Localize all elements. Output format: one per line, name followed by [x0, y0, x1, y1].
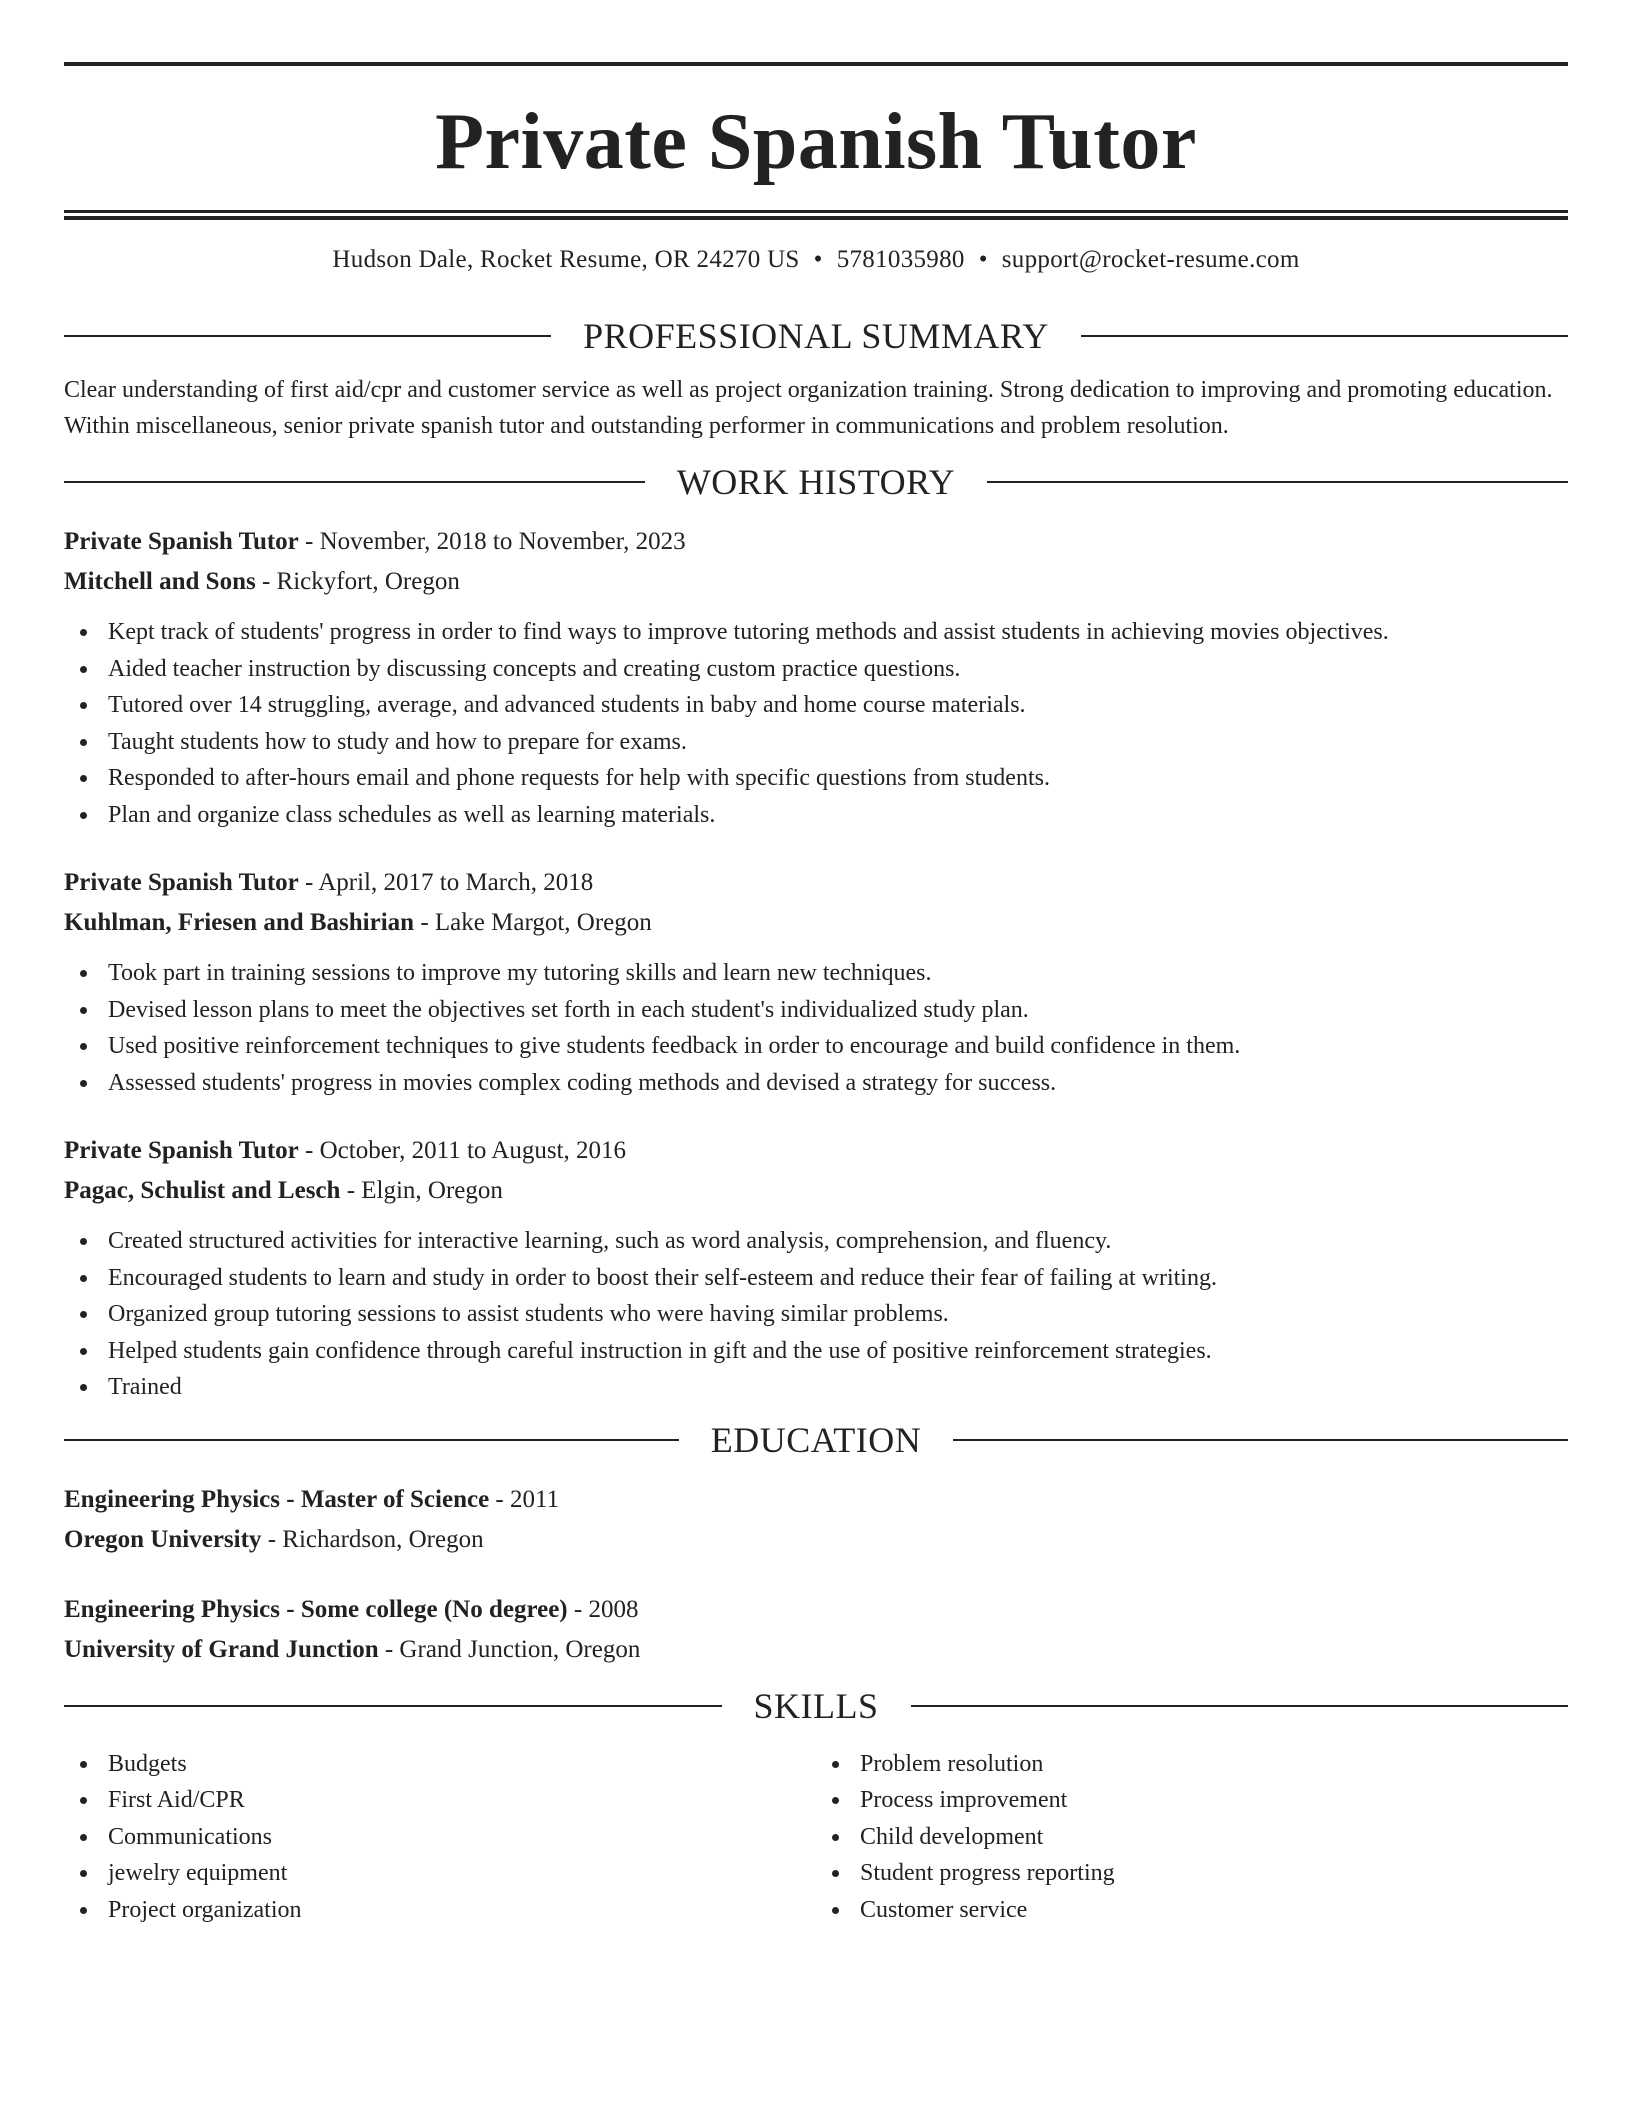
divider-line	[911, 1705, 1569, 1707]
contact-separator: •	[978, 246, 988, 273]
job-bullets	[64, 1223, 1568, 1406]
divider-line	[64, 1439, 679, 1441]
list-item: Aided teacher instruction by discussing concepts and creating custom practice questions.	[64, 651, 1568, 688]
contact-email: support@rocket-resume.com	[1001, 246, 1300, 273]
list-item: Created structured activities for interactive learning, such as word analysis, comprehension, and fluency.	[64, 1223, 1568, 1260]
education-entry	[64, 1480, 1568, 1560]
list-item: Process improvement	[816, 1782, 1568, 1819]
divider-line	[64, 1705, 722, 1707]
job-company-line	[64, 903, 1568, 943]
list-item: Tutored over 14 struggling, average, and advanced students in baby and home course materials.	[64, 687, 1568, 724]
list-item: Student progress reporting	[816, 1855, 1568, 1892]
school: Oregon University	[64, 1525, 262, 1553]
resume-page	[64, 0, 1568, 1928]
degree-line	[64, 1590, 1568, 1630]
job-entry	[64, 863, 1568, 1101]
education-entry	[64, 1590, 1568, 1670]
list-item: Taught students how to study and how to prepare for exams.	[64, 724, 1568, 761]
degree-year: - 2011	[489, 1485, 560, 1513]
job-company: Mitchell and Sons	[64, 568, 256, 595]
job-company-line	[64, 1171, 1568, 1211]
list-item: Problem resolution	[816, 1746, 1568, 1783]
divider-line	[987, 481, 1568, 483]
skills-section-header	[64, 1685, 1568, 1726]
school-line	[64, 1520, 1568, 1560]
school-location: - Richardson, Oregon	[261, 1525, 484, 1553]
education-section-header	[64, 1419, 1568, 1460]
summary-heading: PROFESSIONAL SUMMARY	[583, 316, 1049, 356]
list-item: Communications	[64, 1819, 816, 1856]
degree-year: - 2008	[567, 1595, 639, 1623]
list-item: Used positive reinforcement techniques to give students feedback in order to encourage and build confidence in them.	[64, 1028, 1568, 1065]
list-item: Encouraged students to learn and study in order to boost their self-esteem and reduce their fear of failing at writing.	[64, 1260, 1568, 1297]
job-entry	[64, 522, 1568, 833]
job-location: - Lake Margot, Oregon	[414, 909, 652, 936]
top-rule	[64, 62, 1568, 66]
contact-separator: •	[813, 246, 823, 273]
education-heading: EDUCATION	[710, 1419, 922, 1460]
list-item: First Aid/CPR	[64, 1782, 816, 1819]
list-item: jewelry equipment	[64, 1855, 816, 1892]
skills-column-right	[816, 1746, 1568, 1929]
job-dates: - November, 2018 to November, 2023	[298, 528, 686, 555]
job-company-line	[64, 562, 1568, 602]
job-location: - Elgin, Oregon	[340, 1177, 503, 1204]
job-dates: - October, 2011 to August, 2016	[298, 1137, 626, 1164]
job-title: Private Spanish Tutor	[64, 1137, 299, 1164]
divider-line	[64, 335, 551, 337]
contact-phone: 5781035980	[836, 246, 965, 273]
list-item: Assessed students' progress in movies complex coding methods and devised a strategy for success.	[64, 1065, 1568, 1102]
degree: Engineering Physics - Some college (No degree)	[64, 1595, 568, 1623]
school-line	[64, 1630, 1568, 1670]
job-location: - Rickyfort, Oregon	[255, 568, 460, 595]
job-bullets	[64, 614, 1568, 833]
skills-heading: SKILLS	[753, 1685, 879, 1726]
contact-line	[64, 246, 1568, 282]
list-item: Budgets	[64, 1746, 816, 1783]
list-item: Customer service	[816, 1892, 1568, 1929]
job-bullets	[64, 955, 1568, 1101]
contact-address: Hudson Dale, Rocket Resume, OR 24270 US	[332, 246, 800, 273]
job-company: Pagac, Schulist and Lesch	[64, 1177, 341, 1204]
school-location: - Grand Junction, Oregon	[378, 1635, 641, 1663]
list-item: Devised lesson plans to meet the objectives set forth in each student's individualized study plan.	[64, 992, 1568, 1029]
job-entry	[64, 1131, 1568, 1406]
list-item: Project organization	[64, 1892, 816, 1929]
degree-line	[64, 1480, 1568, 1520]
skills-list	[64, 1746, 1568, 1929]
list-item: Trained	[64, 1369, 1568, 1406]
degree: Engineering Physics - Master of Science	[64, 1485, 490, 1513]
summary-section-header	[64, 318, 1568, 354]
job-title-line	[64, 1131, 1568, 1171]
work-section-header	[64, 464, 1568, 500]
job-company: Kuhlman, Friesen and Bashirian	[64, 909, 415, 936]
work-heading: WORK HISTORY	[676, 462, 956, 502]
list-item: Child development	[816, 1819, 1568, 1856]
job-title: Private Spanish Tutor	[64, 869, 299, 896]
divider-line	[953, 1439, 1568, 1441]
job-title-line	[64, 863, 1568, 903]
resume-title: Private Spanish Tutor	[435, 98, 1197, 186]
list-item: Plan and organize class schedules as well as learning materials.	[64, 797, 1568, 834]
school: University of Grand Junction	[64, 1635, 379, 1663]
job-title-line	[64, 522, 1568, 562]
list-item: Helped students gain confidence through careful instruction in gift and the use of positive reinforcement strategies.	[64, 1333, 1568, 1370]
skills-column-left	[64, 1746, 816, 1929]
title-double-rule	[64, 210, 1568, 220]
divider-line	[64, 481, 645, 483]
list-item: Responded to after-hours email and phone requests for help with specific questions from students.	[64, 760, 1568, 797]
job-dates: - April, 2017 to March, 2018	[298, 869, 594, 896]
summary-text: Clear understanding of first aid/cpr and customer service as well as project organization training. Strong dedication to improving and promoting education. Within miscellaneous, senior private spanish tutor and outstanding performer in communications and problem resolution.	[64, 377, 1553, 439]
divider-line	[1081, 335, 1568, 337]
job-title: Private Spanish Tutor	[64, 528, 299, 555]
list-item: Took part in training sessions to improve my tutoring skills and learn new techniques.	[64, 955, 1568, 992]
list-item: Kept track of students' progress in order to find ways to improve tutoring methods and assist students in achieving movies objectives.	[64, 614, 1568, 651]
list-item: Organized group tutoring sessions to assist students who were having similar problems.	[64, 1296, 1568, 1333]
